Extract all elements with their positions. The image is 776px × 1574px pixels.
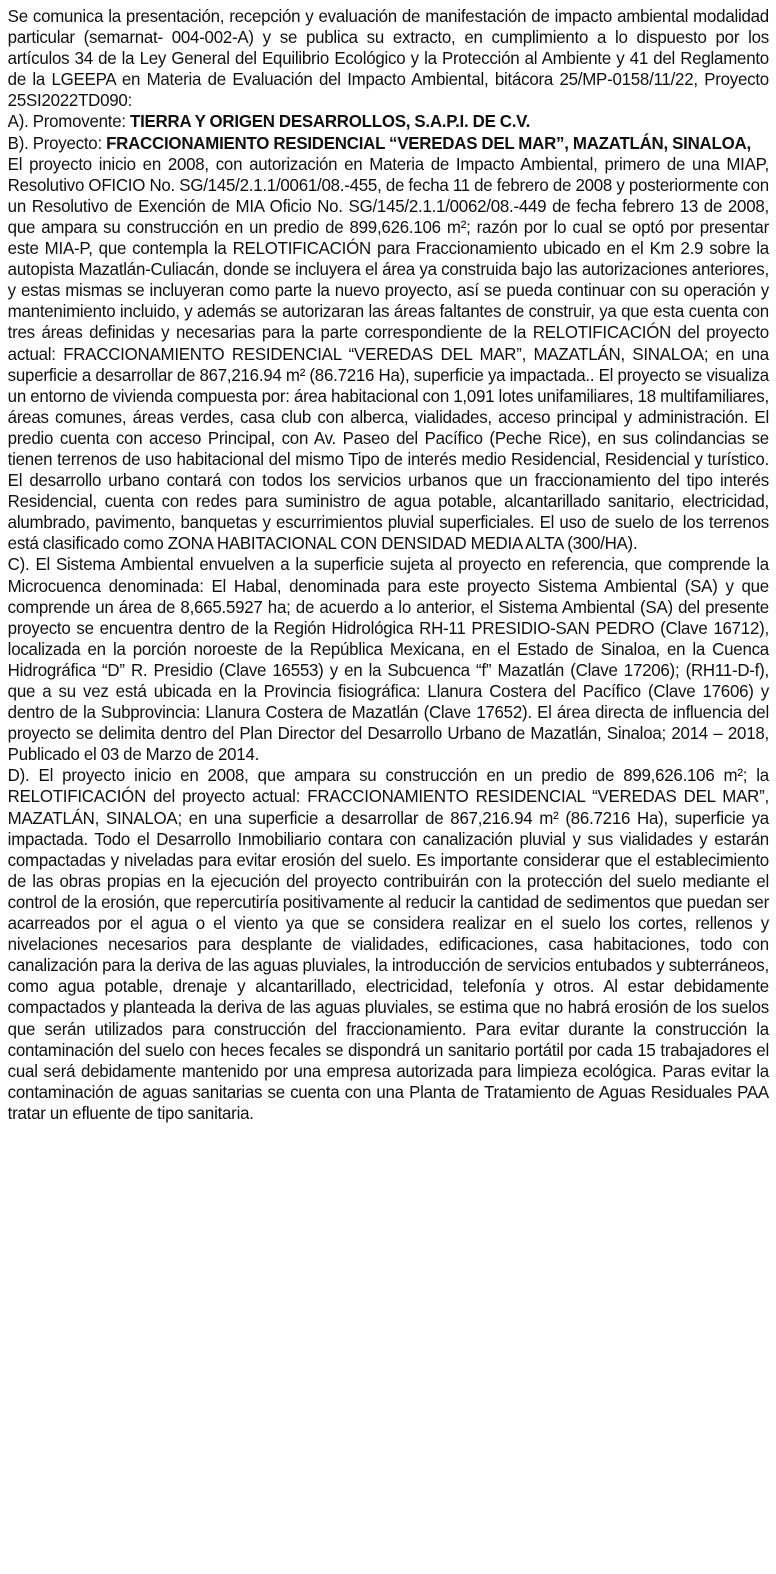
section-b-proyecto xyxy=(8,133,769,154)
section-d-paragraph: D). El proyecto inicio en 2008, que ampara su construcción en un predio de 899,626.106 m²; la RELOTIFICACIÓN del proyecto actual: FRACCIONAMIENTO RESIDENCIAL “VEREDAS DEL MAR”, MAZATLÁN, SINALOA; en una superficie a desarrollar de 867,216.94 m² (86.7216 Ha), superficie ya impactada. Todo el Desarrollo Inmobiliario contara con canalización pluvial y sus vialidades y estarán compactadas y niveladas para evitar erosión del suelo. Es importante considerar que el establecimiento de las obras propias en la ejecución del proyecto contribuirán con la protección del suelo mediante el control de la erosión, que repercutiría positivamente al reducir la cantidad de sedimentos que puedan ser acarreados por el agua o el viento ya que se considera realizar en el suelo los cortes, rellenos y nivelaciones necesarios para desplante de vialidades, edificaciones, casa habitaciones, todo con canalización para la deriva de las aguas pluviales, la introducción de servicios entubados y subterráneos, como agua potable, drenaje y alcantarillado, electricidad, telefonía y otros. Al estar debidamente compactados y planteada la deriva de las aguas pluviales, se estima que no habrá erosión de los suelos que serán utilizados para construcción del fraccionamiento. Para evitar durante la construcción la contaminación del suelo con heces fecales se dispondrá un sanitario portátil por cada 15 trabajadores el cual será debidamente mantenido por una empresa autorizada para limpieza ecológica. Paras evitar la contaminación de aguas sanitarias se cuenta con una Planta de Tratamiento de Aguas Residuales PAA tratar un efluente de tipo sanitaria. xyxy=(7,765,769,1123)
project-name: FRACCIONAMIENTO RESIDENCIAL “VEREDAS DEL MAR”, MAZATLÁN, SINALOA, xyxy=(106,132,751,153)
section-b-body: El proyecto inicio en 2008, con autorización en Materia de Impacto Ambiental, primero de una MIAP, Resolutivo OFICIO No. SG/145/2.1.1/0061/08.-455, de fecha 11 de febrero de 2008 y posteriormente con un Resolutivo de Exención de MIA Oficio No. SG/145/2.1.1/0062/08.-449 de fecha febrero 13 de 2008, que ampara su construcción en un predio de 899,626.106 m²; razón por lo cual se optó por presentar este MIA-P, que contempla la RELOTIFICACIÓN para Fraccionamiento ubicado en el Km 2.9 sobre la autopista Mazatlán-Culiacán, donde se incluyera el área ya construida bajo las autorizaciones anteriores, y estas mismas se incluyeran como parte la nuevo proyecto, así se pueda continuar con su operación y mantenimiento incluido, y además se autorizaran las áreas faltantes de construir, ya que esta cuenta con tres áreas definidas y necesarias para la parte correspondiente de la RELOTIFICACIÓN del proyecto actual: FRACCIONAMIENTO RESIDENCIAL “VEREDAS DEL MAR”, MAZATLÁN, SINALOA; en una superficie a desarrollar de 867,216.94 m² (86.7216 Ha), superficie ya impactada.. El proyecto se visualiza un entorno de vivienda compuesta por: área habitacional con 1,091 lotes unifamiliares, 18 multifamiliares, áreas comunes, áreas verdes, casa club con alberca, vialidades, acceso principal y administración. El predio cuenta con acceso Principal, con Av. Paseo del Pacífico (Peche Rice), en sus colindancias se tienen terrenos de uso habitacional del mismo Tipo de interés medio Residencial, Residencial y turístico. El desarrollo urbano contará con todos los servicios urbanos que un fraccionamiento del tipo interés Residencial, cuenta con redes para suministro de agua potable, alcantarillado sanitario, electricidad, alumbrado, pavimento, banquetas y escurrimientos pluvial superficiales. El uso de suelo de los terrenos está clasificado como ZONA HABITACIONAL CON DENSIDAD MEDIA ALTA (300/HA). xyxy=(7,153,769,554)
intro-paragraph: Se comunica la presentación, recepción y evaluación de manifestación de impacto ambiental modalidad particular (semarnat- 004-002-A) y se publica su extracto, en cumplimiento a lo dispuesto por los artículos 34 de la Ley General del Equilibrio Ecológico y la Protección al Ambiente y 41 del Reglamento de la LGEEPA en Materia de Evaluación del Impacto Ambiental, bitácora 25/MP-0158/11/22, Proyecto 25SI2022TD090: xyxy=(7,6,769,111)
section-c-paragraph: C). El Sistema Ambiental envuelven a la superficie sujeta al proyecto en referencia, que comprende la Microcuenca denominada: El Habal, denominada para este proyecto Sistema Ambiental (SA) y que comprende un área de 8,665.5927 ha; de acuerdo a lo anterior, el Sistema Ambiental (SA) del presente proyecto se encuentra dentro de la Región Hidrológica RH-11 PRESIDIO-SAN PEDRO (Clave 16712), localizada en la porción noroeste de la República Mexicana, en el Estado de Sinaloa, en la Cuenca Hidrográfica “D” R. Presidio (Clave 16553) y en la Subcuenca “f” Mazatlán (Clave 17206); (RH11-D-f), que a su vez está ubicada en la Provincia fisiográfica: Llanura Costera del Pacífico (Clave 17606) y dentro de la Subprovincia: Llanura Costera de Mazatlán (Clave 17652). El área directa de influencia del proyecto se delimita dentro del Plan Director del Desarrollo Urbano de Mazatlán, Sinaloa; 2014 – 2018, Publicado el 03 de Marzo de 2014. xyxy=(7,554,769,765)
section-b-prefix: B). Proyecto: xyxy=(7,132,107,153)
section-a-prefix: A). Promovente: xyxy=(7,111,130,132)
section-a-promovente xyxy=(8,111,769,132)
promovente-name: TIERRA Y ORIGEN DESARROLLOS, S.A.P.I. DE C.V. xyxy=(129,111,531,132)
